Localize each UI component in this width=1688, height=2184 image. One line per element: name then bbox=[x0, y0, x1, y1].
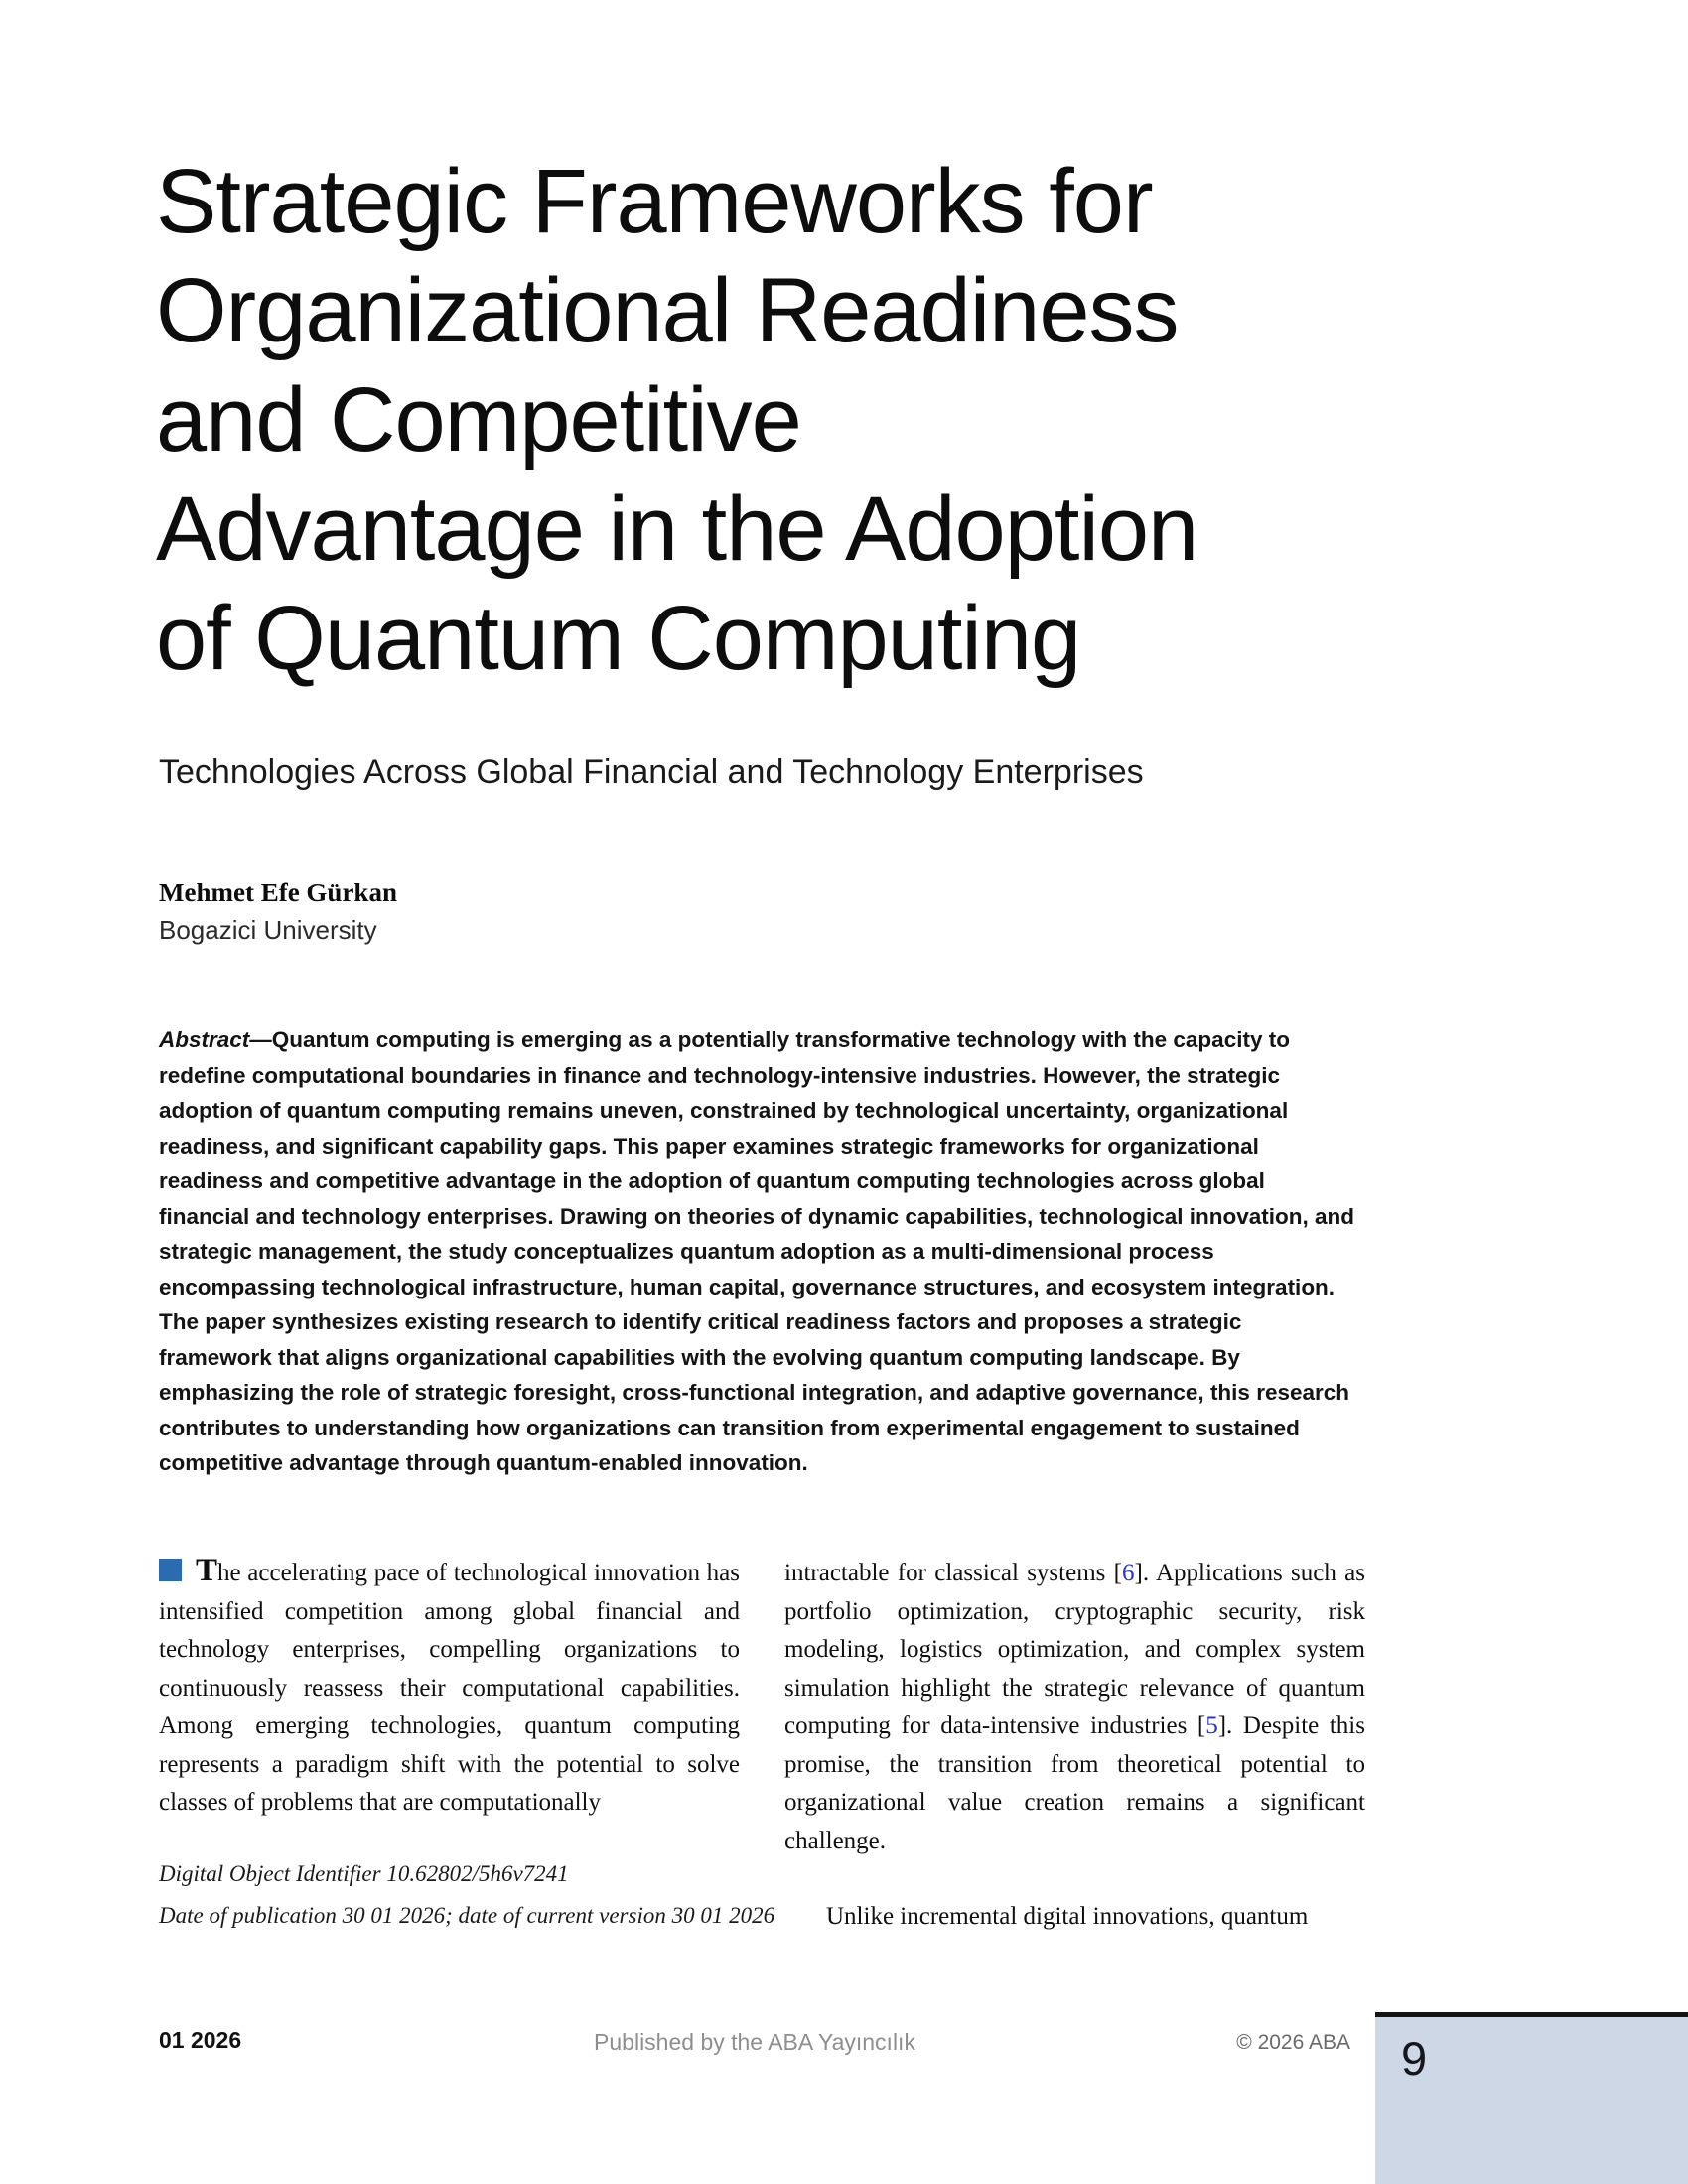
paper-title-line: and Competitive bbox=[156, 369, 801, 471]
paper-title-line: of Quantum Computing bbox=[156, 588, 1081, 689]
body-text: ]. Despite this promise, the transition from theoretical potential to organizational value creation remains a significant challenge. bbox=[784, 1712, 1365, 1854]
paper-title-line: Strategic Frameworks for bbox=[156, 151, 1153, 252]
paper-title bbox=[156, 147, 1427, 693]
page-number-tab bbox=[1375, 2012, 1688, 2184]
abstract bbox=[159, 1023, 1355, 1481]
drop-cap: T bbox=[196, 1553, 218, 1588]
abstract-label: Abstract bbox=[159, 1027, 250, 1052]
body-text: ]. Applications such as portfolio optimization, cryptographic security, risk modeling, logistics optimization, and complex system simulation highlight the strategic relevance of quantum computing for data-intensive industries [ bbox=[784, 1560, 1366, 1739]
footer-copyright: © 2026 ABA bbox=[1236, 2031, 1350, 2054]
body-paragraph: Unlike incremental digital innovations, quantum bbox=[826, 1903, 1309, 1930]
body-paragraph bbox=[784, 1555, 1365, 1860]
body-column-left bbox=[159, 1555, 740, 1823]
footer-publisher-note: Published by the ABA Yayıncılık bbox=[594, 2029, 915, 2055]
citation-link[interactable]: 5 bbox=[1205, 1712, 1218, 1739]
section-start-marker-icon bbox=[159, 1559, 182, 1581]
body-column-right bbox=[784, 1555, 1365, 1962]
doi-footnote: Digital Object Identifier 10.62802/5h6v7241 bbox=[159, 1861, 569, 1886]
footnote-block bbox=[159, 1854, 794, 1938]
footer-issue-date: 01 2026 bbox=[159, 2027, 242, 2053]
author-affiliation: Bogazici University bbox=[159, 915, 377, 945]
page-number: 9 bbox=[1401, 2032, 1428, 2085]
body-paragraph bbox=[159, 1555, 740, 1823]
body-text: intractable for classical systems [ bbox=[784, 1560, 1123, 1586]
author-name: Mehmet Efe Gürkan bbox=[159, 878, 397, 907]
publication-date-footnote: Date of publication 30 01 2026; date of current version 30 01 2026 bbox=[159, 1903, 775, 1928]
paper-subtitle: Technologies Across Global Financial and Technology Enterprises bbox=[159, 753, 1144, 791]
body-text: he accelerating pace of technological innovation has intensified competition among global financial and technology enterprises, compelling organizations to continuously reassess their computational capabilities. Among emerging technologies, quantum computing represents a paradigm shift with the potential to solve classes of problems that are computationally bbox=[159, 1560, 740, 1816]
paper-title-line: Advantage in the Adoption bbox=[156, 478, 1198, 580]
citation-link[interactable]: 6 bbox=[1122, 1560, 1135, 1586]
paper-title-line: Organizational Readiness bbox=[156, 260, 1179, 361]
abstract-text: —Quantum computing is emerging as a potentially transformative technology with the capacity to redefine computational boundaries in finance and technology-intensive industries. However, the strategic adoption of quantum computing remains uneven, constrained by technological uncertainty, organizational readiness, and significant capability gaps. This paper examines strategic frameworks for organizational readiness and competitive advantage in the adoption of quantum computing technologies across global financial and technology enterprises. Drawing on theories of dynamic capabilities, technological innovation, and strategic management, the study conceptualizes quantum adoption as a multi-dimensional process encompassing technological infrastructure, human capital, governance structures, and ecosystem integration. The paper synthesizes existing research to identify critical readiness factors and proposes a strategic framework that aligns organizational capabilities with the evolving quantum computing landscape. By emphasizing the role of strategic foresight, cross-functional integration, and adaptive governance, this research contributes to understanding how organizations can transition from experimental engagement to sustained competitive advantage through quantum-enabled innovation. bbox=[159, 1027, 1354, 1475]
